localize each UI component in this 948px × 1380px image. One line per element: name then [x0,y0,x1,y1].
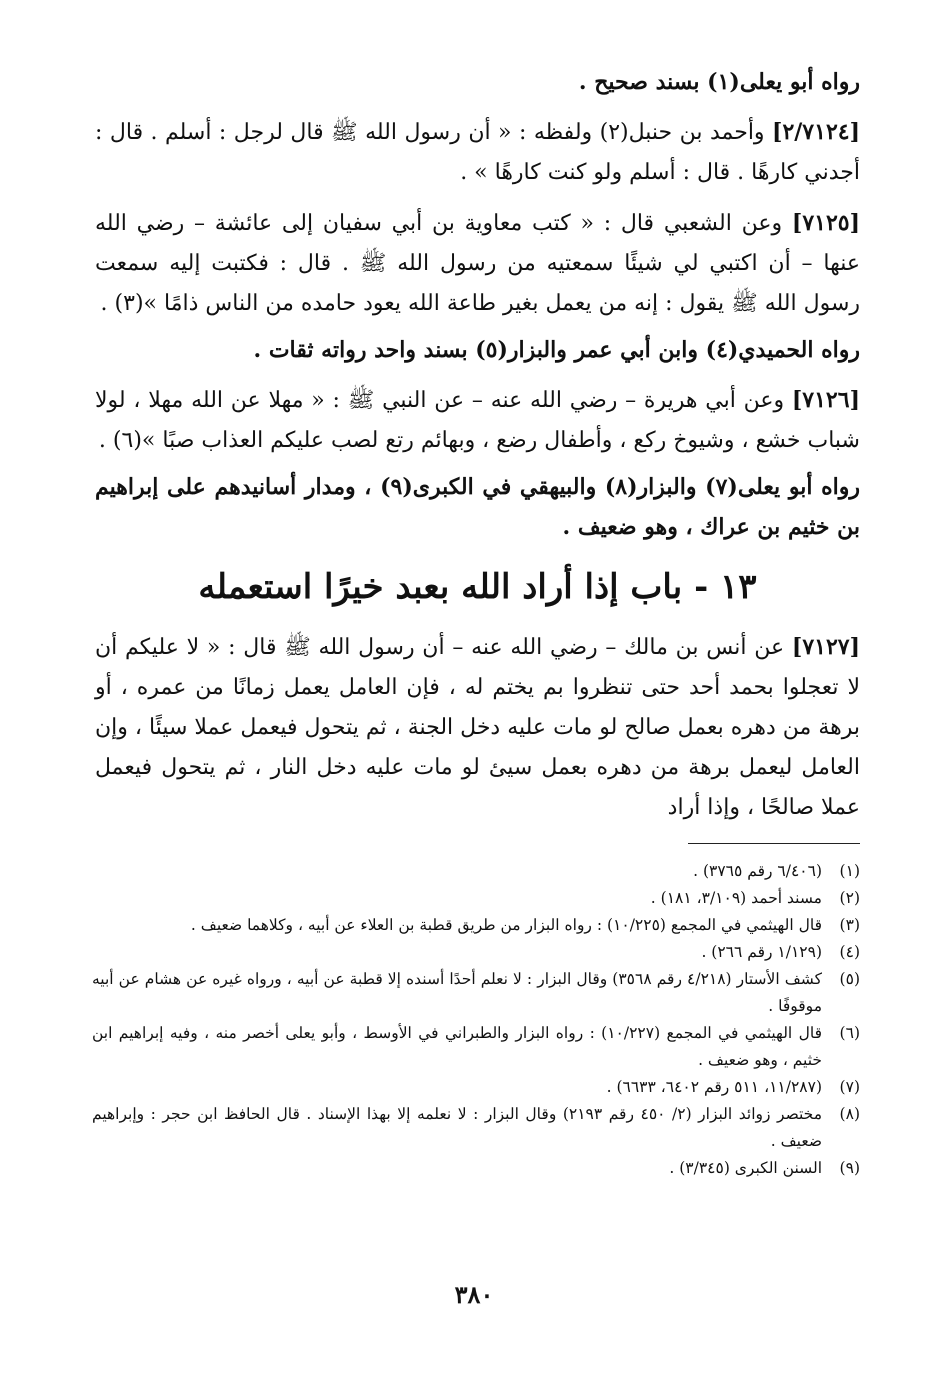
source-text: رواه الحميدي(٤) وابن أبي عمر والبزار(٥) بسند واحد رواته ثقات . [253,337,860,363]
footnote-number: (٧) [839,1078,860,1096]
source-note-2 [95,330,860,370]
footnote-number: (٩) [839,1159,860,1177]
footnote-number: (٤) [839,943,860,961]
hadith-7125 [95,203,860,324]
hadith-number: [٧١٢٥] [791,210,860,236]
footnote [92,885,860,912]
footnote-text: مسند أحمد (٣/١٠٩، ١٨١) . [650,889,822,907]
footnote-number: (٣) [839,916,860,934]
hadith-number: [٢/٧١٢٤] [772,119,860,145]
footnote-number: (١) [839,862,860,880]
footnote [92,966,860,1020]
footnote [92,858,860,885]
footnote [92,939,860,966]
footnote-text: السنن الكبرى (٣/٣٤٥) . [669,1159,822,1177]
footnote-text: قال الهيثمي في المجمع (١٠/٢٢٥) : رواه البزار من طريق قطبة بن العلاء عن أبيه ، وكلاهما ضعيف . [190,916,822,934]
footnote [92,912,860,939]
footnote-text: (٦/٤٠٦ رقم ٣٧٦٥) . [693,862,822,880]
hadith-7127 [95,627,860,828]
footnote-text: (١/١٢٩ رقم ٢٦٦) . [701,943,822,961]
source-note-1 [95,62,860,102]
source-note-3 [95,467,860,547]
hadith-number: [٧١٢٧] [791,634,860,660]
footnote-text: قال الهيثمي في المجمع (١٠/٢٢٧) : رواه البزار والطبراني في الأوسط ، وأبو يعلى أخصر منه ، وفيه إبراهيم ابن خثيم ، وهو ضعيف . [92,1024,822,1069]
source-text: رواه أبو يعلى(٧) والبزار(٨) والبيهقي في الكبرى(٩) ، ومدار أسانيدهم على إبراهيم بن خثيم بن عراك ، وهو ضعيف . [95,474,861,540]
footnote-number: (٢) [839,889,860,907]
footnote-text: (١١/٢٨٧، ٥١١ رقم ٦٤٠٢، ٦٦٣٣) . [606,1078,822,1096]
hadith-text: وعن أبي هريرة – رضي الله عنه – عن النبي ﷺ : « مهلا عن الله مهلا ، لولا شباب خشع ، وشيوخ ركع ، وأطفال رضع ، وبهائم رتع لصب عليكم العذاب صبًا »(٦) . [95,388,860,453]
hadith-7126 [95,380,860,461]
footnote-text: مختصر زوائد البزار (٢/ ٤٥٠ رقم ٢١٩٣) وقال البزار : لا نعلمه إلا بهذا الإسناد . قال الحافظ ابن حجر : وإبراهيم ضعيف . [92,1105,822,1150]
footnote [92,1155,860,1182]
hadith-text: وأحمد بن حنبل(٢) ولفظه : « أن رسول الله ﷺ قال لرجل : أسلم . قال : أجدني كارهًا . قال : أسلم ولو كنت كارهًا » . [95,120,860,185]
hadith-text: وعن الشعبي قال : « كتب معاوية بن أبي سفيان إلى عائشة – رضي الله عنها – أن اكتبي لي شيئًا سمعتيه من رسول الله ﷺ . قال : فكتبت إليه سمعت رسول الله ﷺ يقول : إنه من يعمل بغير طاعة الله يعود حامده من الناس ذامًا »(٣) . [95,211,860,316]
hadith-7124 [95,112,860,193]
footnotes [92,858,860,1182]
chapter-heading: ١٣ - باب إذا أراد الله بعبد خيرًا استعمله [198,567,757,607]
footnote-number: (٦) [839,1024,860,1042]
hadith-number: [٧١٢٦] [791,387,860,413]
page-number: ٣٨٠ [454,1280,494,1309]
footnote [92,1101,860,1155]
main-text [95,62,860,834]
footnote-number: (٥) [839,970,860,988]
footnote [92,1074,860,1101]
source-text: رواه أبو يعلى(١) بسند صحيح . [578,69,860,95]
footnote [92,1020,860,1074]
footnote-divider [688,843,860,844]
hadith-text: عن أنس بن مالك – رضي الله عنه – أن رسول الله ﷺ قال : « لا عليكم أن لا تعجلوا بحمد أحد حتى تنظروا بم يختم له ، فإن العامل يعمل زمانًا من عمره ، أو برهة من دهره بعمل صالح لو مات عليه دخل الجنة ، ثم يتحول فيعمل عملا سيئًا ، وإن العامل ليعمل برهة من دهره بعمل سيئ لو مات عليه دخل النار ، ثم يتحول فيعمل عملا صالحًا ، وإذا أراد [95,635,860,820]
footnote-number: (٨) [839,1105,860,1123]
footnote-text: كشف الأستار (٤/٢١٨ رقم ٣٥٦٨) وقال البزار : لا نعلم أحدًا أسنده إلا قطبة عن أبيه ، ورواه غيره عن هشام عن أبيه موقوفًا . [92,970,822,1015]
